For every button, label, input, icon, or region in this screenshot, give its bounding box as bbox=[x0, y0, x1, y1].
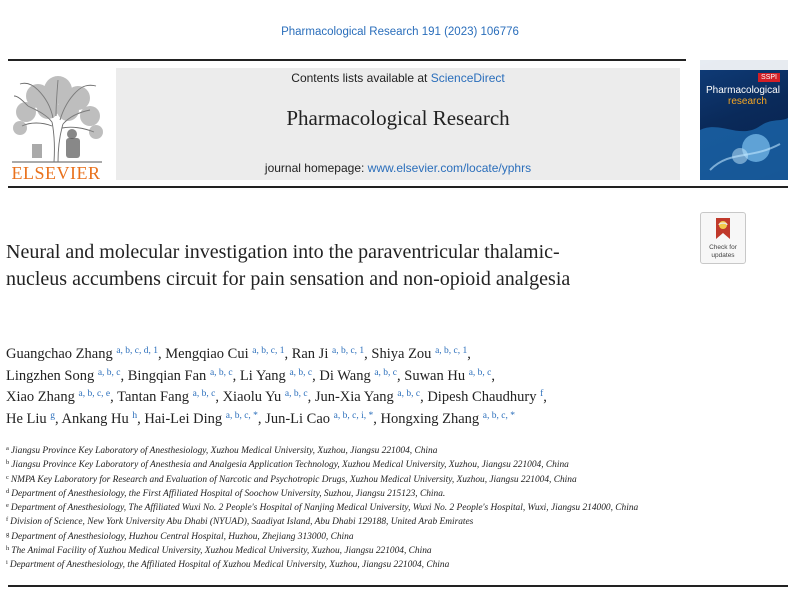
author-name[interactable]: Hongxing Zhang bbox=[380, 410, 480, 427]
author-separator: , bbox=[397, 367, 405, 384]
affiliation-key: f bbox=[6, 516, 9, 524]
author[interactable] bbox=[62, 411, 145, 427]
author-name[interactable]: Suwan Hu bbox=[404, 367, 466, 384]
journal-cover[interactable] bbox=[700, 60, 788, 180]
author[interactable] bbox=[165, 346, 291, 362]
author-affiliation-marks[interactable]: a, b, c, d, 1 bbox=[116, 346, 159, 356]
author-separator: , bbox=[373, 410, 381, 427]
author-affiliation-marks[interactable]: a, b, c, * bbox=[225, 410, 258, 421]
cover-title-line1: Pharmacological bbox=[706, 85, 780, 96]
header-bottom-rule bbox=[8, 186, 788, 188]
author-separator: , bbox=[158, 346, 166, 362]
author-separator: , bbox=[467, 346, 471, 362]
article-title: Neural and molecular investigation into the paraventricular thalamic-nucleus accumbens circuit for pain sensation and non-opioid analgesia bbox=[6, 241, 571, 290]
author-separator: , bbox=[364, 346, 372, 362]
author[interactable] bbox=[319, 368, 404, 384]
author-name[interactable]: Xiao Zhang bbox=[6, 389, 75, 405]
contents-prefix: Contents lists available at bbox=[291, 71, 431, 85]
author-separator: , bbox=[55, 410, 62, 427]
author-name[interactable]: Shiya Zou bbox=[371, 346, 432, 362]
author-name[interactable]: Dipesh Chaudhury bbox=[427, 389, 537, 405]
affiliation-item bbox=[6, 444, 786, 458]
affiliation-text: The Animal Facility of Xuzhou Medical University, Xuzhou Medical University, Xuzhou, Jiangsu 221004, China bbox=[11, 546, 432, 557]
author-separator: , bbox=[232, 367, 240, 384]
author-affiliation-marks[interactable]: a, b, c bbox=[468, 367, 492, 378]
author[interactable] bbox=[315, 389, 428, 405]
author-name[interactable]: He Liu bbox=[6, 410, 47, 427]
affiliation-key: d bbox=[6, 487, 10, 495]
author[interactable] bbox=[6, 368, 128, 384]
author-affiliation-marks[interactable]: a, b, c bbox=[397, 389, 421, 399]
author[interactable] bbox=[292, 346, 372, 362]
author[interactable] bbox=[223, 389, 315, 405]
affiliation-key: a bbox=[6, 445, 9, 452]
author-name[interactable]: Hai-Lei Ding bbox=[144, 410, 223, 427]
author-affiliation-marks[interactable]: g bbox=[50, 410, 56, 421]
author-name[interactable]: Jun-Li Cao bbox=[265, 410, 331, 427]
author-affiliation-marks[interactable]: a, b, c, i, * bbox=[333, 410, 374, 421]
check-updates-line1: Check for bbox=[709, 244, 737, 251]
author-name[interactable]: Ran Ji bbox=[291, 346, 329, 362]
affiliation-item bbox=[6, 544, 786, 558]
author[interactable] bbox=[265, 411, 380, 427]
affiliation-item bbox=[6, 458, 786, 472]
author-separator: , bbox=[257, 410, 266, 427]
author-affiliation-marks[interactable]: a, b, c, 1 bbox=[252, 346, 285, 356]
author-affiliation-marks[interactable]: h bbox=[132, 410, 138, 421]
author[interactable] bbox=[380, 411, 514, 427]
affiliation-text: Jiangsu Province Key Laboratory of Anesthesiology, Xuzhou Medical University, Xuzhou, Jiangsu 221004, China bbox=[10, 446, 438, 456]
affiliation-text: Department of Anesthesiology, Huzhou Central Hospital, Huzhou, Zhejiang 313000, China bbox=[11, 531, 354, 542]
author[interactable] bbox=[404, 368, 495, 384]
affiliation-item bbox=[6, 487, 786, 501]
author-affiliation-marks[interactable]: a, b, c bbox=[209, 367, 233, 378]
author-separator: , bbox=[120, 367, 128, 384]
author[interactable] bbox=[427, 389, 547, 405]
homepage-prefix: journal homepage: bbox=[264, 161, 368, 175]
author-name[interactable]: Li Yang bbox=[239, 367, 286, 384]
sciencedirect-link[interactable]: ScienceDirect bbox=[430, 71, 505, 85]
author-name[interactable]: Lingzhen Song bbox=[6, 367, 95, 384]
author-name[interactable]: Di Wang bbox=[319, 367, 371, 384]
author-separator: , bbox=[110, 389, 118, 405]
affiliation-item bbox=[6, 558, 786, 572]
author-separator: , bbox=[215, 389, 223, 405]
affiliation-text: NMPA Key Laboratory for Research and Evaluation of Narcotic and Psychotropic Drugs, Xuzhou Medical University, Xuzhou, Jiangsu 221004, China bbox=[10, 474, 577, 485]
author-name[interactable]: Guangchao Zhang bbox=[6, 346, 113, 362]
author-affiliation-marks[interactable]: a, b, c bbox=[192, 389, 216, 399]
affiliation-item bbox=[6, 515, 786, 529]
affiliation-text: Jiangsu Province Key Laboratory of Anesthesia and Analgesia Application Technology, Xuzhou Medical University, Xuzhou, Jiangsu 221004, China bbox=[11, 460, 569, 471]
author[interactable] bbox=[117, 389, 222, 405]
affiliation-item bbox=[6, 473, 786, 487]
header-top-rule bbox=[8, 59, 686, 61]
author-affiliation-marks[interactable]: a, b, c bbox=[374, 367, 398, 378]
author-separator: , bbox=[307, 389, 315, 405]
check-for-updates-button[interactable] bbox=[700, 212, 746, 264]
affiliation-key: h bbox=[6, 545, 10, 553]
author-affiliation-marks[interactable]: a, b, c, 1 bbox=[435, 346, 468, 356]
author-affiliation-marks[interactable]: a, b, c bbox=[289, 367, 313, 378]
journal-title[interactable]: Pharmacological Research bbox=[286, 106, 510, 130]
affiliation-text: Department of Anesthesiology, the Affiliated Hospital of Xuzhou Medical University, Xuzhou, Jiangsu 221004, China bbox=[9, 560, 450, 571]
affiliation-key: c bbox=[6, 473, 9, 481]
author-separator: , bbox=[137, 410, 145, 427]
affiliation-key: g bbox=[6, 530, 10, 538]
author-list bbox=[6, 344, 706, 430]
affiliation-text: Department of Anesthesiology, The Affiliated Wuxi No. 2 People's Hospital of Nanjing Medical University, Wuxi No. 2 People's Hospital, Wuxi, Jiangsu 214000, China bbox=[10, 503, 639, 514]
journal-header-band bbox=[116, 68, 680, 180]
author-affiliation-marks[interactable]: a, b, c bbox=[97, 367, 121, 378]
check-updates-line2: updates bbox=[711, 251, 735, 259]
author-affiliation-marks[interactable]: a, b, c, 1 bbox=[331, 346, 365, 356]
author-separator: , bbox=[312, 367, 320, 384]
author[interactable] bbox=[6, 346, 165, 362]
author-separator: , bbox=[491, 367, 496, 384]
affiliation-key: e bbox=[6, 502, 9, 510]
author-name[interactable]: Jun-Xia Yang bbox=[314, 389, 394, 405]
author-affiliation-marks[interactable]: f bbox=[540, 389, 544, 399]
affiliation-text: Division of Science, New York University Abu Dhabi (NYUAD), Saadiyat Island, Abu Dhabi 129188, United Arab Emirates bbox=[10, 517, 474, 528]
cover-title-line2: research bbox=[728, 96, 767, 107]
author-name[interactable]: Ankang Hu bbox=[61, 410, 129, 427]
affiliation-item bbox=[6, 501, 786, 515]
author-name[interactable]: Xiaolu Yu bbox=[222, 389, 282, 405]
author[interactable] bbox=[144, 411, 265, 427]
affiliation-list bbox=[6, 444, 786, 573]
bookmark-icon bbox=[713, 217, 733, 241]
check-updates-label bbox=[701, 244, 745, 259]
journal-citation[interactable]: Pharmacological Research 191 (2023) 106776 bbox=[281, 26, 519, 38]
homepage-line bbox=[116, 161, 680, 175]
author[interactable] bbox=[6, 389, 117, 405]
footer-rule bbox=[8, 585, 788, 587]
publisher-name[interactable]: ELSEVIER bbox=[11, 163, 101, 183]
author-affiliation-marks[interactable]: a, b, c bbox=[284, 389, 308, 399]
affiliation-key: b bbox=[6, 459, 10, 467]
author-affiliation-marks[interactable]: a, b, c, * bbox=[482, 410, 515, 421]
author-name[interactable]: Bingqian Fan bbox=[127, 367, 207, 384]
author[interactable] bbox=[128, 368, 240, 384]
affiliation-key: i bbox=[6, 559, 8, 567]
author-name[interactable]: Tantan Fang bbox=[117, 389, 190, 405]
affiliation-item bbox=[6, 530, 786, 544]
journal-homepage-link[interactable]: www.elsevier.com/locate/yphrs bbox=[367, 161, 532, 175]
author-affiliation-marks[interactable]: a, b, c, e bbox=[78, 389, 111, 399]
cover-badge: SSPI bbox=[758, 73, 780, 82]
author[interactable] bbox=[6, 411, 62, 427]
author-separator: , bbox=[284, 346, 292, 362]
author-separator: , bbox=[543, 389, 547, 405]
author[interactable] bbox=[240, 368, 320, 384]
author-name[interactable]: Mengqiao Cui bbox=[165, 346, 249, 362]
author[interactable] bbox=[371, 346, 470, 362]
contents-line bbox=[116, 71, 680, 85]
author-separator: , bbox=[420, 389, 428, 405]
affiliation-text: Department of Anesthesiology, the First Affiliated Hospital of Soochow University, Suzhou, Jiangsu 215123, China. bbox=[11, 488, 446, 499]
